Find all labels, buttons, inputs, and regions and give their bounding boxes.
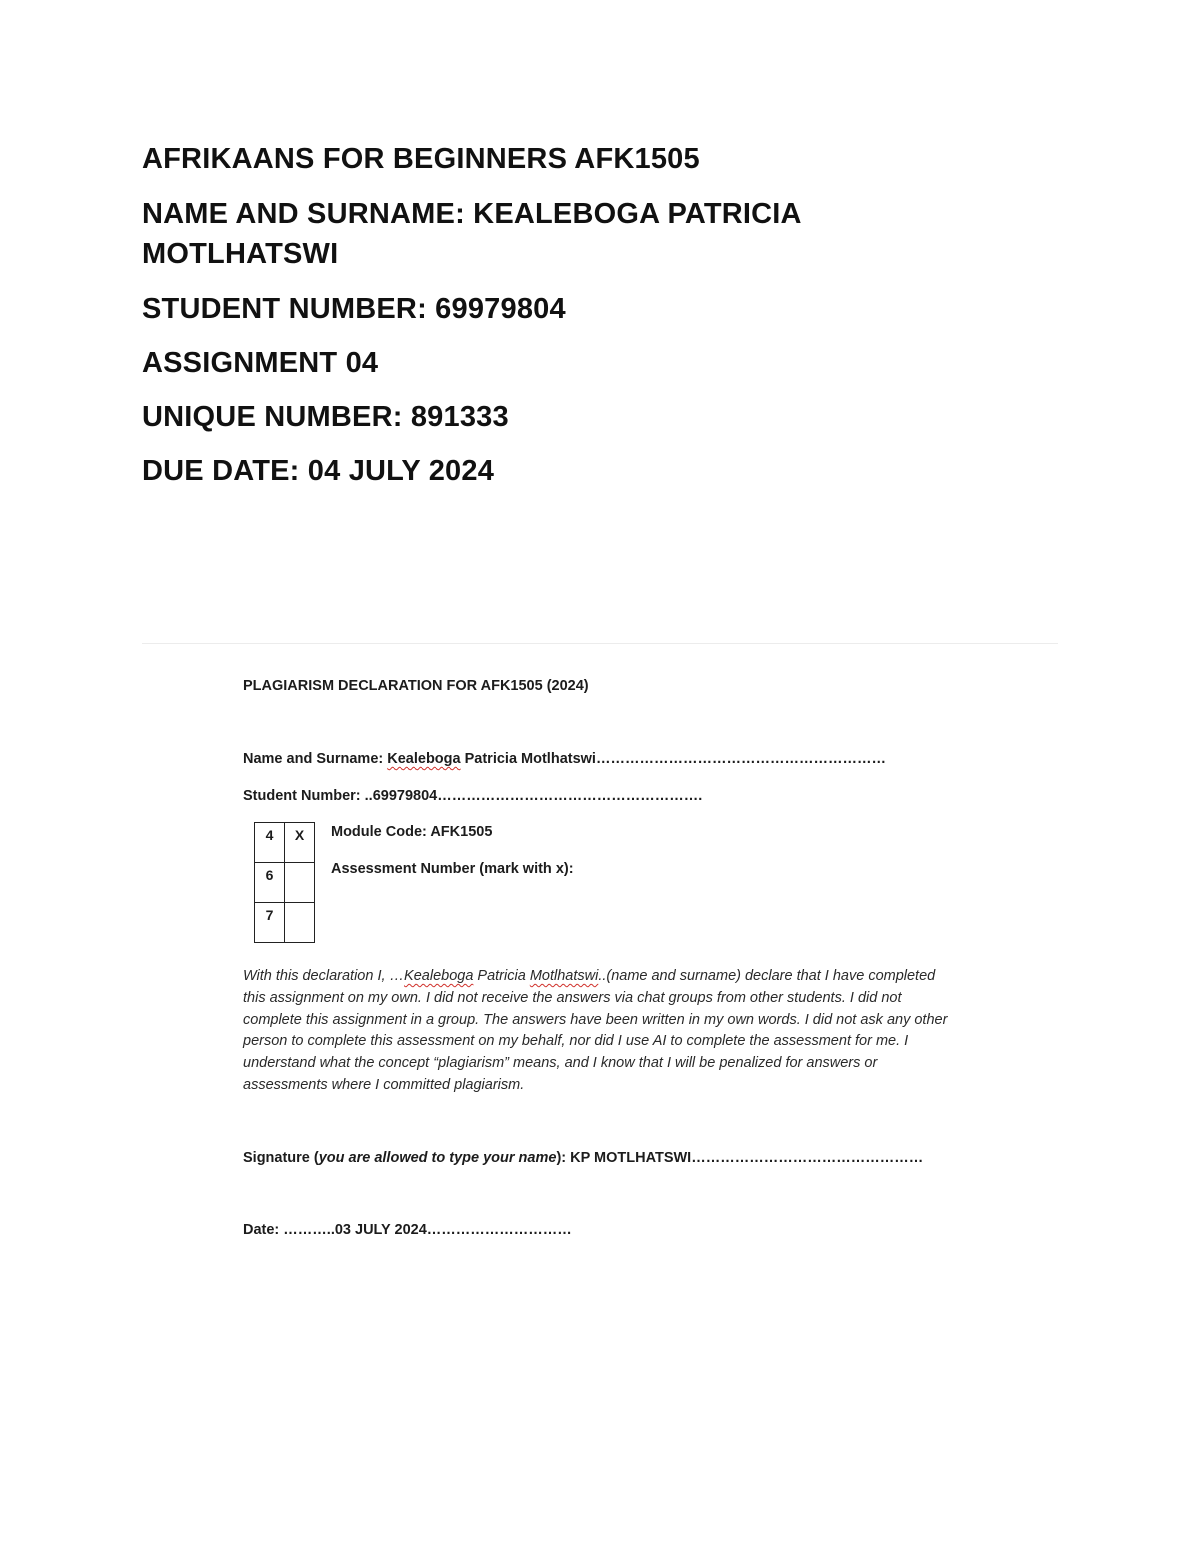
student-number: STUDENT NUMBER: 69979804 (142, 293, 566, 325)
para-start: With this declaration I, … (243, 968, 405, 984)
due-date: DUE DATE: 04 JULY 2024 (142, 455, 495, 487)
signature-field (243, 1150, 923, 1166)
module-code: Module Code: AFK1505 (331, 824, 493, 840)
assessment-grid (254, 822, 315, 943)
signature-label: Signature ( (243, 1150, 319, 1166)
grid-row (255, 863, 315, 903)
student-number-field (243, 788, 702, 804)
signature-dots: ………………………………………… (691, 1150, 924, 1166)
grid-number: 7 (255, 903, 285, 943)
grid-mark (285, 863, 315, 903)
date-field (243, 1222, 572, 1238)
para-name-first: Kealeboga (404, 968, 474, 984)
signature-hint: you are allowed to type your name (318, 1150, 557, 1166)
date-value: Date: ………..03 JULY 2024 (243, 1222, 427, 1238)
student-number-label: Student Number: ..69979804 (243, 788, 438, 804)
para-rest: ..(name and surname) declare that I have completed this assignment on my own. I did not receive the answers via chat groups from other students. I did not complete this assignment in a group. The answers have been written in my own words. I did not ask any other person to complete this assessment on my behalf, nor did I use AI to complete the assessment for me. I understand what the concept “plagiarism” means, and I know that I will be penalized for answers or assessments where I committed plagiarism. (243, 968, 948, 1093)
grid-number: 6 (255, 863, 285, 903)
assessment-label: Assessment Number (mark with x): (331, 861, 574, 877)
declaration-title: PLAGIARISM DECLARATION FOR AFK1505 (2024) (243, 678, 589, 694)
name-first: Kealeboga (387, 751, 461, 767)
grid-mark: X (285, 823, 315, 863)
name-rest: Patricia Motlhatswi (460, 751, 596, 767)
cover-page (142, 140, 1042, 506)
grid-mark (285, 903, 315, 943)
name-field (243, 751, 886, 767)
date-dots: ………………………… (426, 1222, 572, 1238)
name-dots: …………………………………………………… (595, 751, 886, 767)
student-number-dots: ………………………………………………. (437, 788, 703, 804)
student-name: NAME AND SURNAME: KEALEBOGA PATRICIA MOTLHATSWI (142, 198, 801, 270)
assignment-number: ASSIGNMENT 04 (142, 347, 379, 379)
course-title: AFRIKAANS FOR BEGINNERS AFK1505 (142, 143, 700, 175)
grid-row (255, 903, 315, 943)
grid-row (255, 823, 315, 863)
unique-number: UNIQUE NUMBER: 891333 (142, 401, 509, 433)
grid-number: 4 (255, 823, 285, 863)
page-divider (142, 643, 1058, 644)
para-name-last: Motlhatswi (529, 968, 599, 984)
signature-value: ): KP MOTLHATSWI (556, 1150, 692, 1166)
name-label: Name and Surname: (243, 751, 388, 767)
para-mid: Patricia (473, 968, 530, 984)
declaration-paragraph (243, 966, 961, 1097)
